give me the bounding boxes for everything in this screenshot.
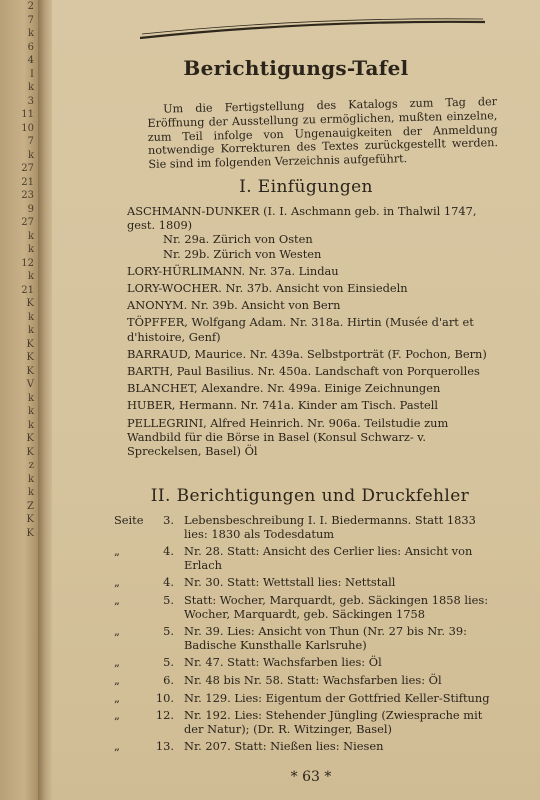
intro-paragraph: Um die Fertigstellung des Katalogs zum Tag der Eröffnung der Ausstellung zu ermöglichen, mußten einzelne, zum Teil infolge von Ungenauigkeiten der Anmeldung notwendige Korrekturen des Textes zurückgestellt werden. Sie sind im folgenden Verzeichnis aufgeführt.	[147, 95, 499, 172]
margin-mark: 23	[21, 190, 34, 201]
table-row	[114, 625, 496, 652]
entry-text: TÖPFFER, Wolfgang Adam. Nr. 318a. Hirtin (Musée d'art et d'histoire, Genf)	[127, 315, 474, 344]
row-text: Nr. 39. Lies: Ansicht von Thun (Nr. 27 bis Nr. 39: Badische Kunsthalle Karlsruhe)	[184, 624, 467, 652]
list-item	[127, 264, 495, 278]
margin-mark: 6	[27, 41, 34, 53]
list-item	[127, 398, 495, 412]
margin-mark: K	[26, 527, 34, 539]
row-page: 5.	[163, 624, 174, 639]
entry-subitem: Nr. 29a. Zürich von Osten	[163, 232, 313, 247]
page-title: Berichtigungs-Tafel	[183, 56, 409, 80]
list-item	[127, 381, 495, 395]
table-row	[114, 674, 496, 688]
margin-mark: K	[26, 514, 34, 525]
entry-subitem: Nr. 29b. Zürich von Westen	[163, 246, 322, 261]
margin-mark: K	[26, 446, 34, 458]
margin-mark: k	[27, 406, 34, 417]
row-lead: „	[114, 690, 120, 705]
margin-mark: k	[27, 311, 34, 323]
row-page: 13.	[155, 739, 174, 754]
row-text: Nr. 28. Statt: Ansicht des Cerlier lies: Ansicht von Erlach	[184, 544, 473, 572]
list-item	[127, 298, 495, 312]
margin-mark: z	[28, 460, 34, 471]
margin-mark: 27	[21, 217, 34, 228]
decorative-rule	[140, 18, 485, 40]
row-text: Lebensbeschreibung I. I. Biedermanns. Statt 1833 lies: 1830 als Todesdatum	[184, 513, 476, 541]
row-lead: „	[114, 592, 120, 607]
table-row	[114, 514, 496, 541]
entry-text: LORY-HÜRLIMANN. Nr. 37a. Lindau	[127, 263, 339, 278]
margin-mark: K	[26, 433, 34, 444]
margin-mark: k	[27, 392, 34, 404]
table-row	[114, 740, 496, 754]
margin-mark: k	[27, 487, 34, 498]
row-lead: „	[114, 655, 120, 670]
row-lead: „	[114, 708, 120, 723]
margin-mark: V	[26, 379, 34, 390]
margin-mark: K	[26, 352, 34, 363]
table-row	[114, 545, 496, 572]
row-text: Nr. 47. Statt: Wachsfarben lies: Öl	[184, 655, 382, 670]
list-item	[127, 416, 495, 459]
row-page: 6.	[163, 672, 174, 687]
row-lead: „	[114, 739, 120, 754]
margin-mark: 21	[21, 176, 34, 188]
entry-text: BARTH, Paul Basilius. Nr. 450a. Landschaft von Porquerolles	[127, 364, 480, 379]
row-lead: „	[114, 624, 120, 639]
row-lead: „	[114, 575, 120, 590]
margin-mark: k	[27, 230, 34, 242]
margin-mark: 7	[27, 136, 34, 147]
table-row	[114, 692, 496, 706]
row-page: 4.	[163, 575, 174, 590]
berichtigungen-list	[114, 514, 496, 758]
margin-mark: Z	[27, 500, 34, 512]
row-page: 12.	[155, 708, 174, 723]
margin-mark: k	[27, 473, 34, 485]
list-item	[127, 347, 495, 361]
entry-text: ANONYM. Nr. 39b. Ansicht von Bern	[127, 298, 341, 313]
list-item	[127, 204, 495, 261]
row-lead: „	[114, 544, 120, 559]
margin-mark: K	[26, 338, 34, 350]
section-heading-berichtigungen: II. Berichtigungen und Druckfehler	[150, 486, 470, 506]
margin-mark: k	[27, 419, 34, 431]
row-page: 10.	[155, 690, 174, 705]
row-text: Nr. 207. Statt: Nießen lies: Niesen	[184, 739, 384, 754]
margin-mark: K	[26, 365, 34, 377]
margin-mark: 21	[21, 284, 34, 296]
table-row	[114, 576, 496, 590]
row-lead: Seite	[114, 513, 144, 527]
row-page: 4.	[163, 544, 174, 559]
row-text: Nr. 192. Lies: Stehender Jüngling (Zwiesprache mit der Natur); (Dr. R. Witzinger, Basel)	[184, 708, 483, 736]
row-text: Statt: Wocher, Marquardt, geb. Säckingen 1858 lies: Wocher, Marquardt, geb. Säckingen 1758	[184, 592, 489, 621]
row-page: 3.	[163, 513, 174, 527]
margin-mark: k	[27, 28, 34, 39]
page-number: * 63 *	[290, 769, 332, 785]
margin-mark: 9	[27, 203, 34, 215]
margin-mark: 7	[27, 14, 34, 26]
table-row	[114, 594, 496, 621]
left-page-edge	[0, 0, 40, 800]
margin-mark: k	[27, 82, 34, 93]
margin-mark: K	[26, 298, 34, 309]
margin-marks	[8, 0, 34, 540]
margin-mark: 10	[21, 122, 34, 134]
entry-text: ASCHMANN-DUNKER (I. I. Aschmann geb. in Thalwil 1747, gest. 1809)	[127, 204, 477, 233]
table-row	[114, 709, 496, 736]
margin-mark: k	[27, 325, 34, 336]
margin-mark: k	[27, 149, 34, 161]
margin-mark: 3	[27, 95, 34, 107]
margin-mark: 27	[21, 163, 34, 174]
entry-text: PELLEGRINI, Alfred Heinrich. Nr. 906a. Teilstudie zum Wandbild für die Börse in Basel (Konsul Schwarz- v. Spreckelsen, Basel) Öl	[127, 415, 449, 459]
book-page	[52, 0, 540, 800]
list-item	[127, 315, 495, 343]
entry-text: BARRAUD, Maurice. Nr. 439a. Selbstporträt (F. Pochon, Bern)	[127, 346, 487, 361]
margin-mark: 12	[21, 257, 34, 269]
entry-text: BLANCHET, Alexandre. Nr. 499a. Einige Zeichnungen	[127, 381, 441, 396]
row-page: 5.	[163, 655, 174, 670]
section-heading-einfuegungen: I. Einfügungen	[239, 177, 373, 197]
row-text: Nr. 30. Statt: Wettstall lies: Nettstall	[184, 575, 396, 590]
list-item	[127, 281, 495, 295]
entry-text: HUBER, Hermann. Nr. 741a. Kinder am Tisch. Pastell	[127, 398, 439, 413]
margin-mark: 11	[21, 109, 34, 120]
margin-mark: 2	[27, 1, 34, 12]
row-text: Nr. 48 bis Nr. 58. Statt: Wachsfarben lies: Öl	[184, 672, 442, 687]
entry-text: LORY-WOCHER. Nr. 37b. Ansicht von Einsiedeln	[127, 281, 408, 296]
einfuegungen-list	[127, 204, 495, 461]
margin-mark: 4	[27, 55, 34, 66]
margin-mark: k	[27, 271, 34, 282]
row-text: Nr. 129. Lies: Eigentum der Gottfried Keller-Stiftung	[184, 690, 490, 705]
list-item	[127, 364, 495, 378]
table-row	[114, 656, 496, 670]
margin-mark: I	[30, 68, 34, 80]
margin-mark: k	[27, 244, 34, 255]
row-lead: „	[114, 672, 120, 687]
row-page: 5.	[163, 592, 174, 607]
